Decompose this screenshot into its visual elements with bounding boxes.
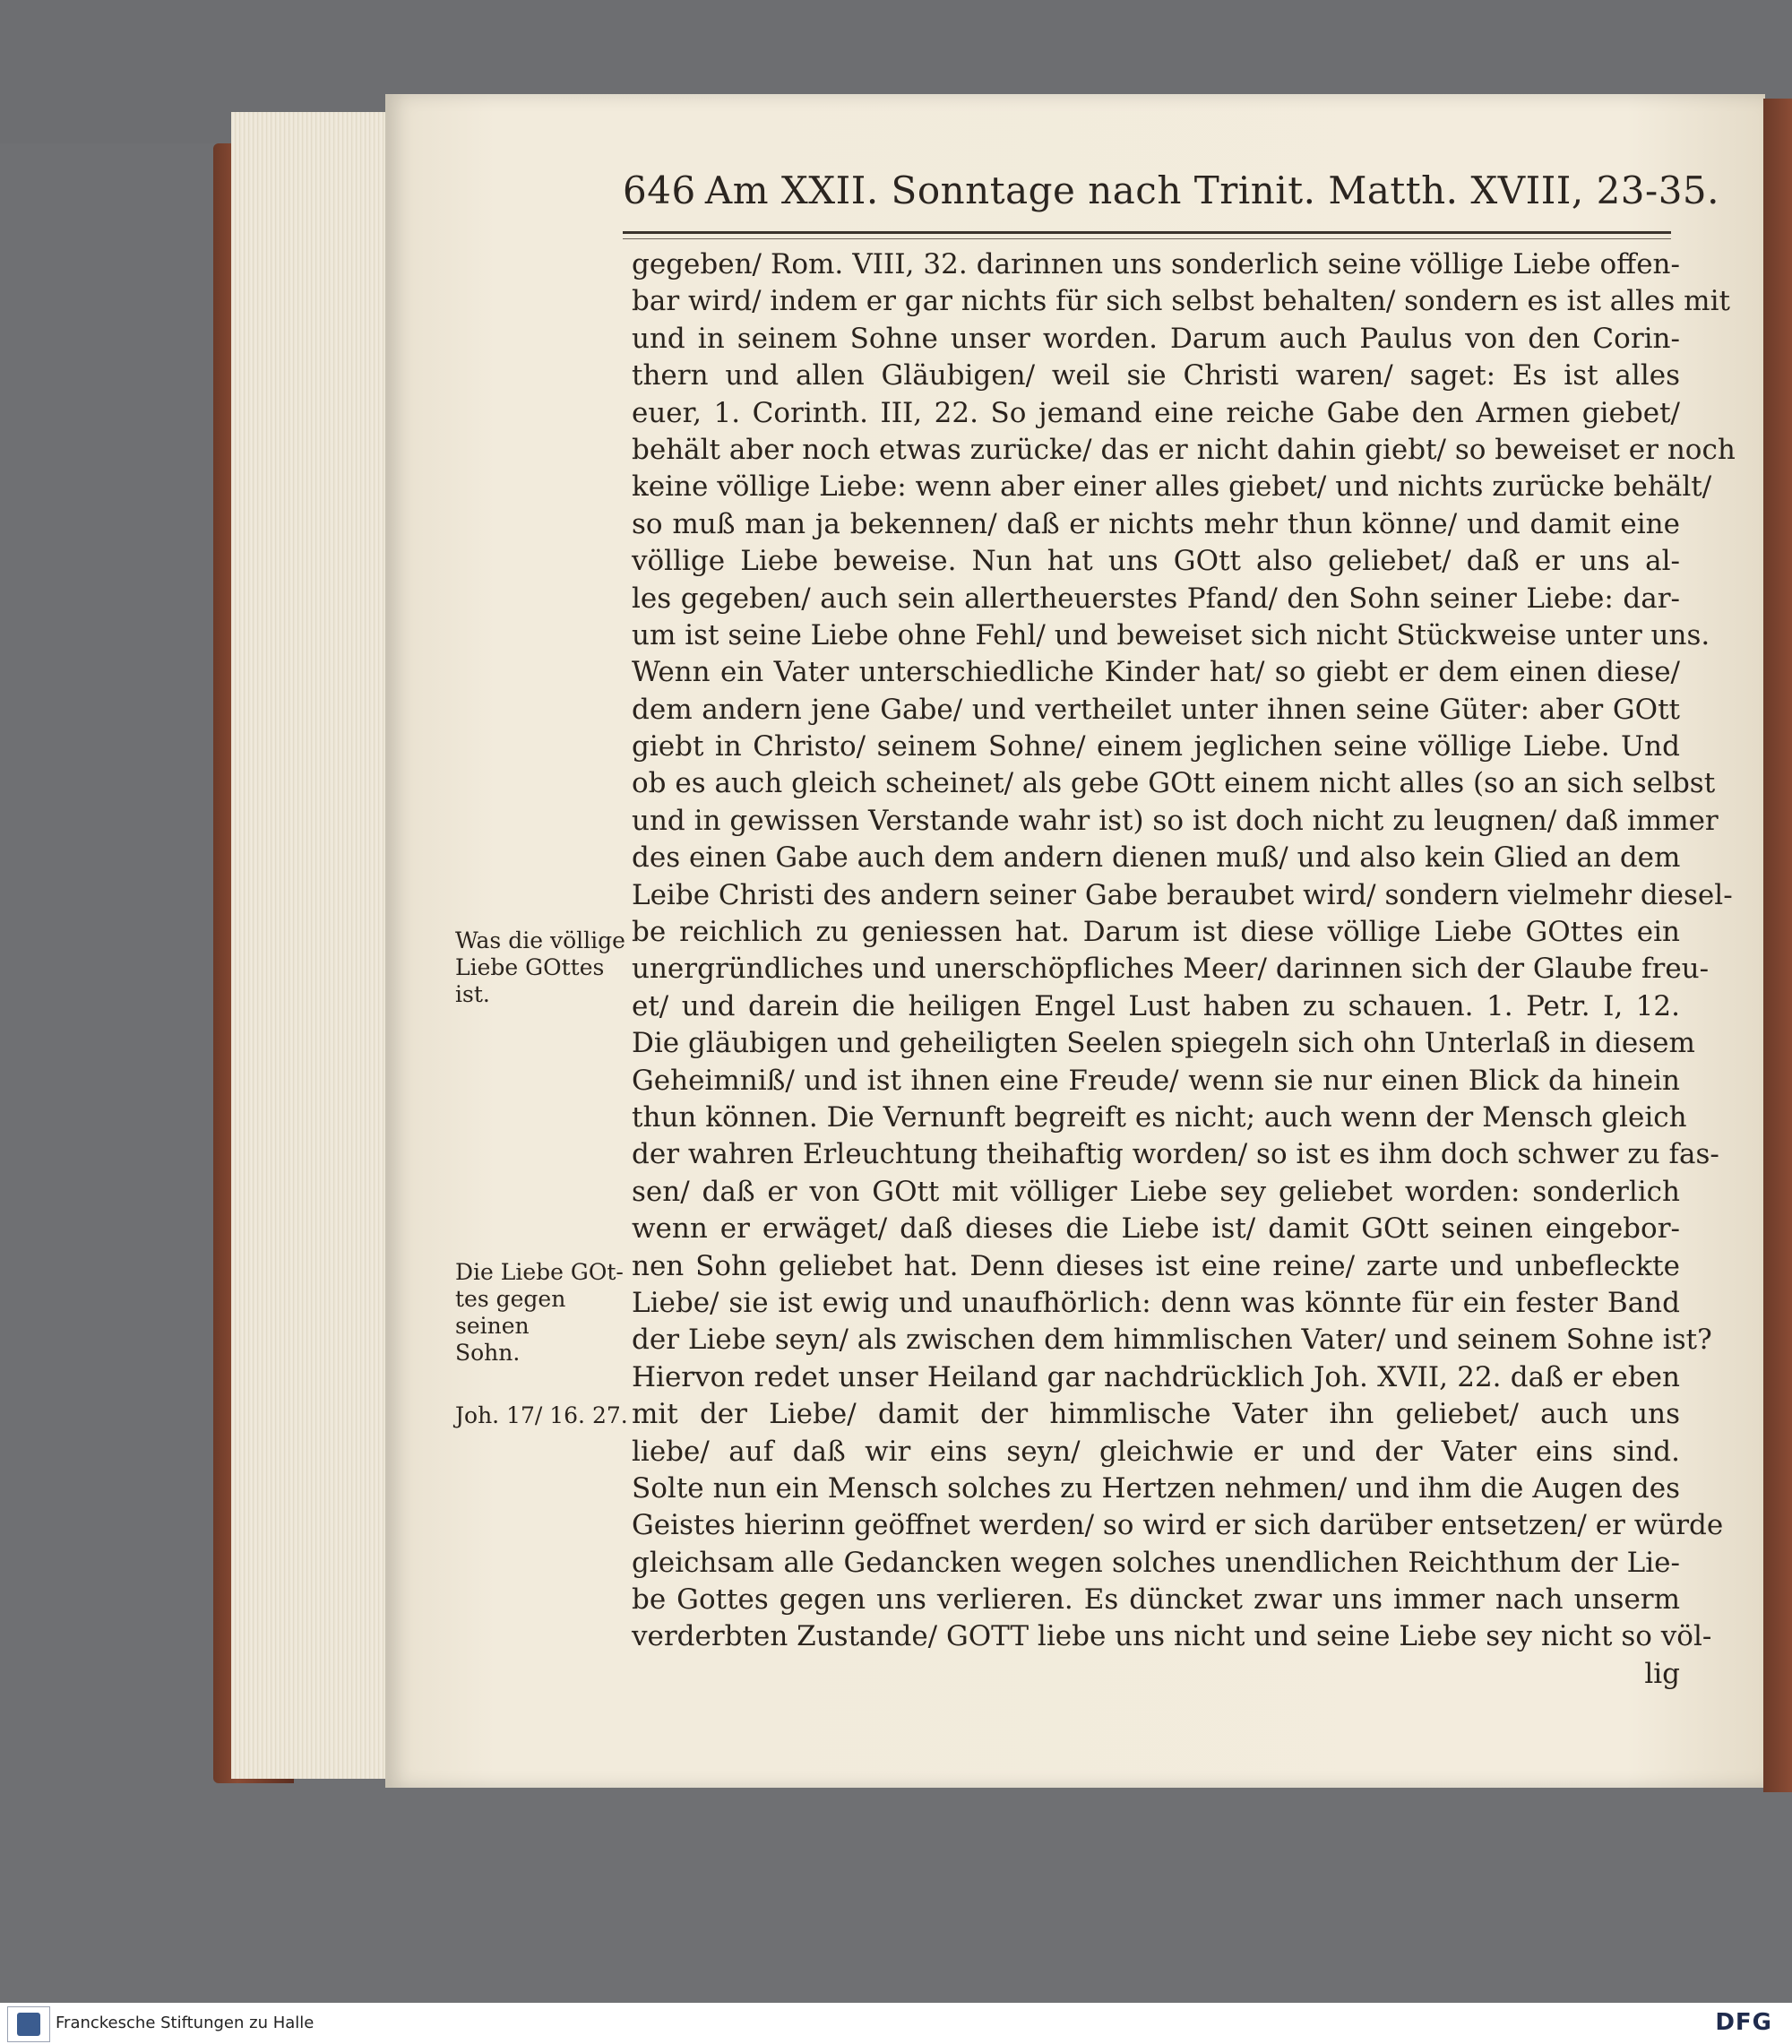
page-number: 646 xyxy=(623,168,696,212)
foundation-logo-icon xyxy=(7,2006,50,2042)
text-line: gegeben/ Rom. VIII, 32. darinnen uns sonderlich seine völlige Liebe offen- xyxy=(632,248,1680,280)
text-line: Geistes hierinn geöffnet werden/ so wird er sich darüber entsetzen/ er würde xyxy=(632,1509,1724,1542)
margin-note-line: Joh. 17/ 16. 27. xyxy=(455,1402,628,1428)
text-line: Hiervon redet unser Heiland gar nachdrücklich Joh. XVII, 22. daß er eben xyxy=(632,1360,1680,1393)
text-line: mit der Liebe/ damit der himmlische Vater ihn geliebet/ auch uns xyxy=(632,1398,1680,1431)
text-line: wenn er erwäget/ daß dieses die Liebe ist/ damit GOtt seinen eingebor- xyxy=(632,1212,1680,1246)
text-line: thern und allen Gläubigen/ weil sie Christi waren/ saget: Es ist alles xyxy=(632,359,1680,392)
text-line: ob es auch gleich scheinet/ als gebe GOtt einem nicht alles (so an sich selbst xyxy=(632,767,1716,800)
text-line: be reichlich zu geniessen hat. Darum ist diese völlige Liebe GOttes ein xyxy=(632,916,1680,949)
text-line: bar wird/ indem er gar nichts für sich selbst behalten/ sondern es ist alles mit xyxy=(632,285,1730,318)
text-line: Wenn ein Vater unterschiedliche Kinder hat/ so giebt er dem einen diese/ xyxy=(632,656,1680,689)
text-line: völlige Liebe beweise. Nun hat uns GOtt also geliebet/ daß er uns al- xyxy=(632,545,1680,578)
margin-note-voellige-liebe xyxy=(455,927,634,1008)
text-line: les gegeben/ auch sein allertheuerstes Pfand/ den Sohn seiner Liebe: dar- xyxy=(632,582,1680,615)
text-line: Leibe Christi des andern seiner Gabe beraubet wird/ sondern vielmehr diesel- xyxy=(632,878,1733,911)
text-line: der Liebe seyn/ als zwischen dem himmlischen Vater/ und seinem Sohne ist? xyxy=(632,1324,1712,1357)
text-line: sen/ daß er von GOtt mit völliger Liebe sey geliebet worden: sonderlich xyxy=(632,1175,1680,1208)
text-line: und in gewissen Verstande wahr ist) so ist doch nicht zu leugnen/ daß immer xyxy=(632,804,1719,837)
running-title: Am XXII. Sonntage nach Trinit. Matth. XVIII, 23-35. xyxy=(704,168,1720,212)
margin-note-line: Was die völlige xyxy=(455,927,625,953)
catchword: lig xyxy=(1644,1657,1680,1690)
text-line: verderbten Zustande/ GOTT liebe uns nicht und seine Liebe sey nicht so völ- xyxy=(632,1620,1712,1653)
margin-note-line: tes gegen seinen xyxy=(455,1286,566,1339)
text-line: dem andern jene Gabe/ und vertheilet unter ihnen seine Güter: aber GOtt xyxy=(632,693,1680,726)
text-line: thun können. Die Vernunft begreift es nicht; auch wenn der Mensch gleich xyxy=(632,1100,1687,1134)
margin-note-joh xyxy=(455,1402,634,1429)
body-text xyxy=(632,246,1736,1693)
book-cover-right-edge xyxy=(1763,99,1792,1792)
text-line: so muß man ja bekennen/ daß er nichts mehr thun könne/ und damit eine xyxy=(632,507,1680,540)
text-line: der wahren Erleuchtung theihaftig worden/ so ist es ihm doch schwer zu fas- xyxy=(632,1138,1719,1171)
text-line: des einen Gabe auch dem andern dienen muß/ und also kein Glied an dem xyxy=(632,841,1681,875)
margin-note-line: Sohn. xyxy=(455,1340,521,1366)
footer-bar xyxy=(0,2003,1792,2044)
text-line: Geheimniß/ und ist ihnen eine Freude/ wenn sie nur einen Blick da hinein xyxy=(632,1064,1680,1097)
margin-note-line: Liebe GOttes xyxy=(455,954,605,980)
page-stack xyxy=(231,112,392,1779)
margin-note-line: ist. xyxy=(455,981,490,1007)
page-header xyxy=(623,168,1720,212)
text-line: Liebe/ sie ist ewig und unaufhörlich: denn was könnte für ein fester Band xyxy=(632,1286,1680,1319)
text-line: giebt in Christo/ seinem Sohne/ einem jeglichen seine völlige Liebe. Und xyxy=(632,730,1680,763)
margin-note-liebe-gottes-sohn xyxy=(455,1259,634,1367)
text-line: um ist seine Liebe ohne Fehl/ und beweiset sich nicht Stückweise unter uns. xyxy=(632,618,1710,651)
text-line: gleichsam alle Gedancken wegen solches unendlichen Reichthum der Lie- xyxy=(632,1546,1680,1579)
text-line: nen Sohn geliebet hat. Denn dieses ist eine reine/ zarte und unbefleckte xyxy=(632,1249,1680,1282)
text-line: et/ und darein die heiligen Engel Lust haben zu schauen. 1. Petr. I, 12. xyxy=(632,989,1680,1022)
text-line: Solte nun ein Mensch solches zu Hertzen nehmen/ und ihm die Augen des xyxy=(632,1471,1680,1505)
text-line: liebe/ auf daß wir eins seyn/ gleichwie er und der Vater eins sind. xyxy=(632,1435,1680,1468)
header-rule xyxy=(623,231,1671,234)
margin-note-line: Die Liebe GOt- xyxy=(455,1259,624,1285)
text-line: und in seinem Sohne unser worden. Darum auch Paulus von den Corin- xyxy=(632,322,1680,355)
text-line: be Gottes gegen uns verlieren. Es düncket zwar uns immer nach unserm xyxy=(632,1583,1680,1617)
dfg-logo: DFG xyxy=(1715,2009,1772,2036)
text-line: behält aber noch etwas zurücke/ das er nicht dahin giebt/ so beweiset er noch xyxy=(632,433,1736,466)
text-line: unergründliches und unerschöpfliches Meer/ darinnen sich der Glaube freu- xyxy=(632,953,1710,986)
text-line: euer, 1. Corinth. III, 22. So jemand eine reiche Gabe den Armen giebet/ xyxy=(632,396,1680,429)
header-rule-thin xyxy=(623,238,1671,239)
text-line: Die gläubigen und geheiligten Seelen spiegeln sich ohn Unterlaß in diesem xyxy=(632,1027,1695,1060)
text-line: keine völlige Liebe: wenn aber einer alles giebet/ und nichts zurücke behält/ xyxy=(632,470,1712,504)
footer-institution: Franckesche Stiftungen zu Halle xyxy=(56,2014,314,2032)
